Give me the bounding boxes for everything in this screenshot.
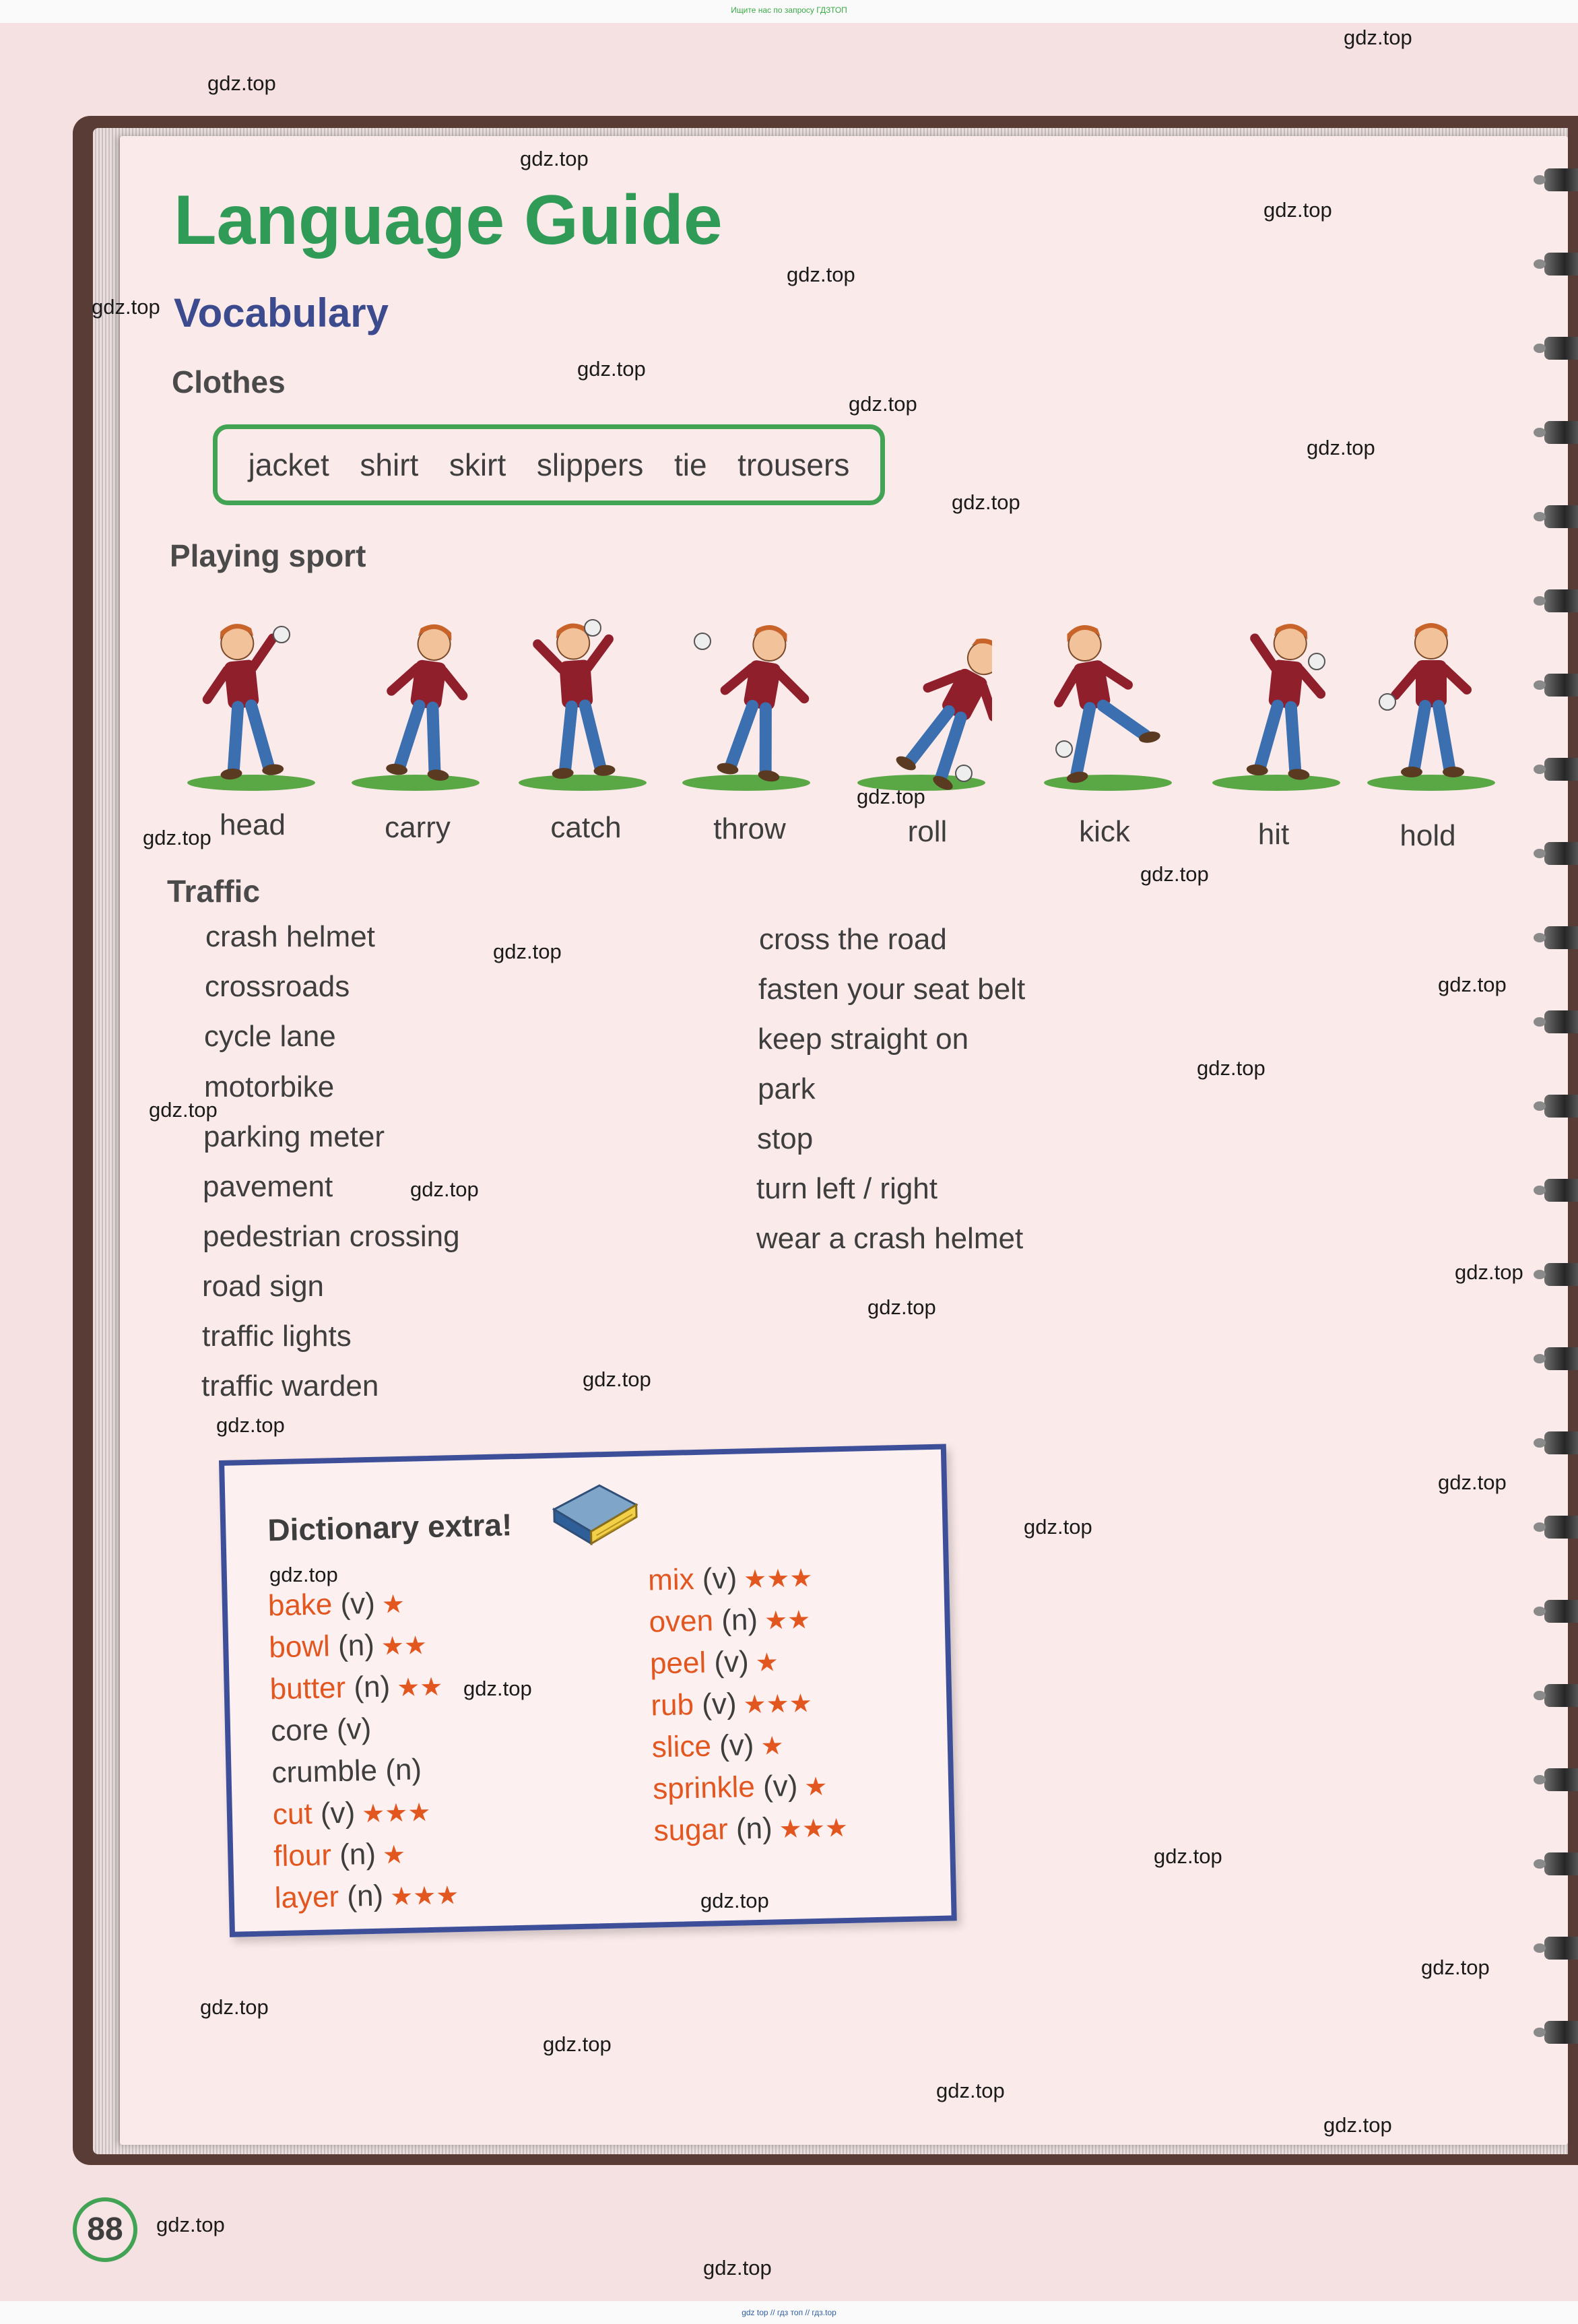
watermark-text: gdz.top [700,1889,769,1912]
dictionary-entry [649,1602,811,1639]
traffic-noun: traffic warden [201,1369,379,1402]
watermark-text: gdz.top [149,1098,218,1122]
dictionary-entry [649,1644,779,1681]
part-of-speech: (v) [719,1729,754,1763]
traffic-phrase: keep straight on [758,1023,969,1056]
frequency-stars [378,1716,379,1745]
part-of-speech: (v) [713,1645,750,1679]
watermark-text: gdz.top [1307,436,1375,459]
dictionary-entry [648,1560,813,1598]
watermark-text: gdz.top [952,490,1020,514]
traffic-noun: pavement [203,1170,333,1203]
watermark-text: gdz.top [867,1295,936,1319]
watermark-text: gdz.top [156,2213,225,2236]
catch-figure [512,614,653,796]
spiral-ring [1544,1516,1578,1539]
watermark-text: gdz.top [577,357,646,381]
roll-figure [851,614,992,796]
watermark-text: gdz.top [543,2032,612,2056]
dictionary-entry [271,1753,429,1790]
part-of-speech: (v) [320,1796,356,1830]
spiral-ring [1544,926,1578,949]
spiral-ring [1544,1347,1578,1370]
traffic-noun: road sign [202,1270,325,1303]
traffic-phrase: turn left / right [756,1172,938,1205]
dictionary-entry [653,1810,848,1848]
top-banner [0,0,1578,23]
vocabulary-heading: Vocabulary [174,290,389,335]
frequency-stars: ★★★ [389,1881,459,1912]
spiral-ring [1544,842,1578,865]
watermark-text: gdz.top [410,1177,479,1201]
dictionary-book-icon [547,1473,643,1549]
hold-figure [1360,614,1502,796]
watermark-text: gdz.top [1323,2113,1392,2137]
part-of-speech: (n) [735,1811,773,1846]
traffic-noun: traffic lights [202,1320,352,1353]
carry-figure [345,614,486,796]
watermark-text: gdz.top [1438,1471,1507,1494]
watermark-text: gdz.top [857,785,925,808]
frequency-stars: ★★ [381,1632,428,1661]
dictionary-word: rub [650,1688,694,1722]
sport-label-roll: roll [907,815,948,848]
watermark-text: gdz.top [787,263,855,286]
spiral-ring [1544,589,1578,612]
part-of-speech: (n) [721,1603,758,1638]
traffic-phrase: park [758,1072,816,1105]
part-of-speech: (n) [339,1837,376,1872]
dictionary-entry [271,1712,379,1749]
dictionary-word: slice [651,1729,712,1764]
spiral-ring [1544,1852,1578,1875]
spiral-ring [1544,1010,1578,1033]
part-of-speech: (v) [702,1561,737,1596]
dictionary-word: crumble [271,1753,378,1790]
frequency-stars: ★★★ [743,1564,813,1594]
top-banner-text: Ищите нас по запросу ГДЗТОП [731,5,847,15]
traffic-phrase: stop [757,1122,814,1155]
watermark-text: gdz.top [936,2079,1005,2102]
clothes-word: tie [673,447,707,482]
part-of-speech: (n) [346,1879,384,1913]
frequency-stars: ★ [381,1590,405,1619]
watermark-text: gdz.top [200,1995,269,2019]
spiral-ring [1544,674,1578,697]
watermark-text: gdz.top [703,2256,772,2280]
part-of-speech: (n) [385,1753,422,1787]
dictionary-entry [651,1685,812,1722]
traffic-phrase: cross the road [759,923,947,956]
dictionary-extra-title: Dictionary extra! [267,1507,513,1548]
frequency-stars: ★ [803,1772,828,1802]
frequency-stars: ★ [382,1840,406,1870]
frequency-stars: ★★★ [743,1689,813,1720]
dictionary-entry [653,1769,828,1807]
watermark-text: gdz.top [269,1563,338,1586]
spiral-ring [1544,1600,1578,1623]
dictionary-word: sprinkle [652,1770,756,1806]
watermark-text: gdz.top [1024,1515,1092,1539]
clothes-heading: Clothes [172,364,286,399]
frequency-stars: ★ [760,1732,784,1761]
watermark-text: gdz.top [849,392,917,416]
part-of-speech: (v) [701,1687,737,1721]
spiral-ring [1544,1263,1578,1286]
spiral-ring [1544,1095,1578,1118]
part-of-speech: (v) [762,1769,798,1803]
dictionary-word: flour [273,1838,332,1873]
sport-label-kick: kick [1079,815,1130,848]
dictionary-entry [269,1627,428,1665]
watermark-text: gdz.top [143,826,211,849]
spiral-ring [1544,1179,1578,1202]
dictionary-word: sugar [653,1813,729,1848]
watermark-text: gdz.top [207,71,276,95]
frequency-stars [428,1757,429,1785]
bottom-banner-text: gdz top // гдз топ // гдз.top [742,2308,836,2317]
sport-label-head: head [220,808,286,841]
spiral-ring [1544,1431,1578,1454]
watermark-text: gdz.top [463,1677,532,1700]
hit-figure [1206,614,1347,796]
spiral-ring [1544,758,1578,781]
throw-figure [676,614,817,796]
dictionary-entry [273,1837,406,1873]
sport-label-catch: catch [550,811,622,844]
watermark-text: gdz.top [1438,973,1507,996]
frequency-stars: ★ [755,1648,779,1677]
dictionary-word: bowl [268,1629,331,1665]
dictionary-word: mix [647,1563,695,1597]
watermark-text: gdz.top [1421,1956,1490,1979]
dictionary-word: layer [274,1880,339,1915]
spiral-ring [1544,505,1578,528]
clothes-word: skirt [449,447,506,482]
spiral-ring [1544,1768,1578,1791]
watermark-text: gdz.top [583,1367,651,1391]
traffic-heading: Traffic [167,874,261,909]
dictionary-word: cut [272,1797,313,1832]
clothes-word: shirt [360,447,419,482]
watermark-text: gdz.top [92,295,160,319]
traffic-noun: crossroads [205,970,350,1003]
kick-figure [1037,614,1179,796]
bottom-banner [0,2301,1578,2324]
dictionary-entry [272,1795,431,1832]
spiral-ring [1544,253,1578,276]
head-figure [180,614,322,796]
traffic-noun: parking meter [203,1120,385,1153]
watermark-text: gdz.top [1197,1056,1265,1080]
clothes-word: slippers [536,447,644,482]
part-of-speech: (v) [336,1712,372,1747]
part-of-speech: (v) [339,1586,376,1621]
watermark-text: gdz.top [520,147,589,170]
watermark-text: gdz.top [1263,198,1332,222]
spiral-ring [1544,2021,1578,2044]
dictionary-word: oven [649,1604,714,1639]
spiral-ring [1544,1684,1578,1707]
dictionary-entry [267,1586,405,1623]
watermark-text: gdz.top [1140,862,1209,886]
dictionary-entry [274,1877,459,1915]
watermark-text: gdz.top [1455,1260,1523,1284]
sport-label-hit: hit [1257,818,1290,851]
traffic-noun: motorbike [204,1070,335,1103]
dictionary-word: bake [267,1588,333,1623]
dictionary-extra-box [219,1444,957,1937]
clothes-word: jacket [248,447,329,482]
playing-sport-heading: Playing sport [170,538,366,573]
dictionary-entry [651,1728,784,1764]
dictionary-word: butter [269,1671,346,1706]
frequency-stars: ★★★ [779,1813,849,1844]
dictionary-word: peel [649,1646,706,1681]
sport-label-throw: throw [713,812,786,845]
spiral-ring [1544,168,1578,191]
dictionary-entry [269,1669,443,1707]
spiral-ring [1544,1937,1578,1960]
page-number: 88 [73,2197,137,2262]
traffic-noun: pedestrian crossing [203,1220,460,1253]
watermark-text: gdz.top [493,940,562,963]
sport-label-hold: hold [1400,819,1456,852]
watermark-text: gdz.top [1154,1844,1222,1868]
watermark-text: gdz.top [216,1413,285,1437]
spiral-ring [1544,421,1578,444]
traffic-noun: crash helmet [205,920,375,953]
frequency-stars: ★★ [396,1673,443,1703]
sport-label-carry: carry [385,811,451,844]
part-of-speech: (n) [337,1628,375,1663]
part-of-speech: (n) [353,1670,391,1704]
clothes-word-box [213,424,885,505]
page-title: Language Guide [174,181,723,259]
dictionary-word: core [270,1713,329,1748]
traffic-phrase: fasten your seat belt [758,973,1026,1006]
spiral-binding [1539,168,1578,2122]
spiral-ring [1544,337,1578,360]
frequency-stars: ★★★ [361,1799,431,1829]
clothes-word: trousers [737,447,850,482]
watermark-text: gdz.top [1344,26,1412,49]
frequency-stars: ★★ [764,1606,811,1636]
traffic-noun: cycle lane [204,1020,336,1053]
traffic-phrase: wear a crash helmet [756,1222,1024,1255]
